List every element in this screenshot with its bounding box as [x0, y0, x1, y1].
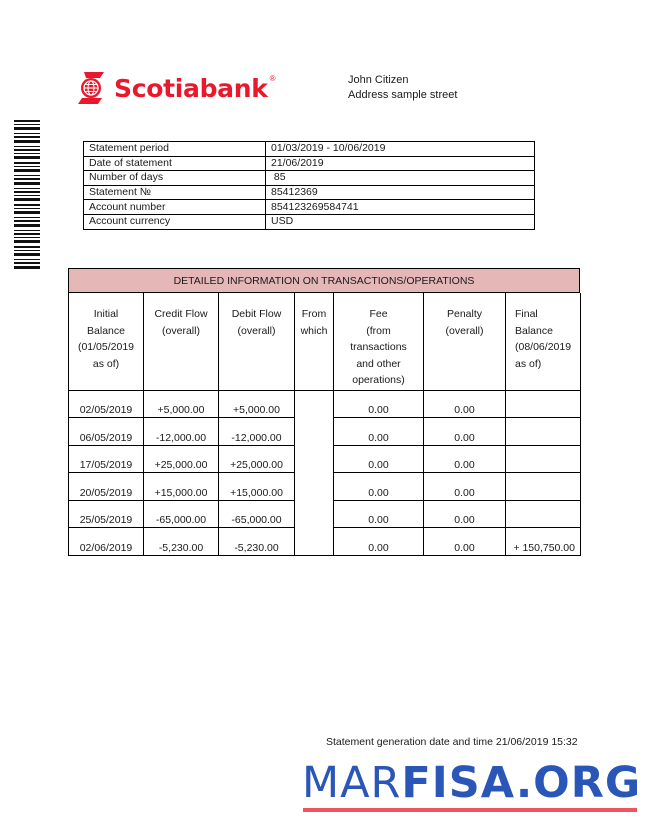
statement-summary-table — [83, 141, 535, 230]
bank-logo — [74, 70, 276, 106]
registered-mark: ® — [269, 74, 276, 83]
cell-date: 25/05/2019 — [69, 500, 144, 528]
summary-label: Statement № — [84, 185, 266, 200]
cell-penalty: 0.00 — [424, 473, 506, 501]
transactions-section — [68, 268, 580, 556]
customer-address: Address sample street — [348, 89, 458, 101]
header-line: Final — [515, 308, 538, 320]
scotiabank-globe-icon — [74, 70, 108, 106]
col-penalty — [424, 293, 506, 390]
cell-penalty: 0.00 — [424, 528, 506, 556]
cell-debit: +5,000.00 — [219, 390, 295, 418]
summary-value: 854123269584741 — [266, 200, 535, 215]
header-line: (08/06/2019 — [515, 341, 572, 353]
header-line: (overall) — [237, 324, 276, 337]
header-line: Penalty — [446, 308, 483, 320]
header-line: From — [301, 308, 327, 320]
cell-credit: +15,000.00 — [144, 473, 219, 501]
cell-debit: -5,230.00 — [219, 528, 295, 556]
cell-final — [506, 390, 581, 418]
header-line: (from — [366, 324, 391, 337]
watermark-logo — [302, 758, 641, 808]
header-line: Fee — [369, 308, 388, 320]
col-final-balance — [506, 293, 581, 390]
transactions-header-row — [69, 293, 581, 390]
cell-penalty: 0.00 — [424, 445, 506, 473]
summary-row — [84, 156, 535, 171]
header-line: as of) — [92, 357, 120, 370]
cell-fee: 0.00 — [334, 390, 424, 418]
summary-value: 21/06/2019 — [266, 156, 535, 171]
header-line: (overall) — [162, 324, 200, 337]
cell-penalty: 0.00 — [424, 390, 506, 418]
summary-value: 01/03/2019 - 10/06/2019 — [266, 142, 535, 157]
summary-row — [84, 200, 535, 215]
generation-timestamp: Statement generation date and time 21/06/2019 15:32 — [326, 736, 578, 748]
cell-final: + 150,750.00 — [506, 528, 581, 556]
cell-fee: 0.00 — [334, 500, 424, 528]
col-initial-balance — [69, 293, 144, 390]
cell-date: 02/05/2019 — [69, 390, 144, 418]
bank-name: Scotiabank — [114, 73, 268, 103]
cell-credit: -65,000.00 — [144, 500, 219, 528]
barcode — [14, 120, 40, 270]
cell-date: 06/05/2019 — [69, 418, 144, 446]
col-debit-flow — [219, 293, 295, 390]
summary-value: 85 — [266, 171, 535, 186]
transaction-row — [69, 473, 581, 501]
cell-debit: -12,000.00 — [219, 418, 295, 446]
cell-from-which — [295, 528, 334, 556]
transactions-table — [68, 293, 581, 556]
cell-date: 17/05/2019 — [69, 445, 144, 473]
col-fee — [334, 293, 424, 390]
summary-label: Number of days — [84, 171, 266, 186]
col-from-which — [295, 293, 334, 390]
cell-fee: 0.00 — [334, 473, 424, 501]
cell-penalty: 0.00 — [424, 418, 506, 446]
transaction-row — [69, 390, 581, 418]
cell-credit: +25,000.00 — [144, 445, 219, 473]
transaction-row — [69, 445, 581, 473]
cell-credit: -5,230.00 — [144, 528, 219, 556]
summary-label: Account currency — [84, 214, 266, 229]
summary-row — [84, 214, 535, 229]
cell-from-which — [295, 445, 334, 473]
cell-final — [506, 473, 581, 501]
customer-name: John Citizen — [348, 74, 409, 86]
header-line: Credit Flow — [154, 308, 208, 320]
header-line: transactions — [350, 341, 407, 353]
watermark-bold: FISA.ORG — [401, 758, 642, 808]
col-credit-flow — [144, 293, 219, 390]
cell-credit: -12,000.00 — [144, 418, 219, 446]
transaction-row — [69, 418, 581, 446]
cell-date: 20/05/2019 — [69, 473, 144, 501]
cell-fee: 0.00 — [334, 445, 424, 473]
cell-from-which — [295, 473, 334, 501]
cell-from-which — [295, 418, 334, 446]
cell-final — [506, 500, 581, 528]
header-line: Initial — [93, 308, 119, 320]
transaction-row — [69, 500, 581, 528]
summary-label: Account number — [84, 200, 266, 215]
customer-address-block — [348, 73, 457, 103]
cell-from-which — [295, 390, 334, 418]
cell-credit: +5,000.00 — [144, 390, 219, 418]
header-line: Balance — [87, 324, 125, 337]
summary-row — [84, 142, 535, 157]
transaction-row — [69, 528, 581, 556]
header-line: operations) — [352, 374, 405, 386]
summary-row — [84, 171, 535, 186]
watermark-thin: MAR — [302, 758, 402, 808]
cell-final — [506, 418, 581, 446]
header-line: and other — [356, 357, 401, 370]
cell-from-which — [295, 500, 334, 528]
cell-debit: -65,000.00 — [219, 500, 295, 528]
cell-debit: +25,000.00 — [219, 445, 295, 473]
cell-fee: 0.00 — [334, 418, 424, 446]
cell-fee: 0.00 — [334, 528, 424, 556]
header-line: Balance — [515, 324, 553, 337]
cell-final — [506, 445, 581, 473]
transactions-title: DETAILED INFORMATION ON TRANSACTIONS/OPERATIONS — [68, 268, 580, 293]
header-line: (overall) — [445, 324, 484, 337]
summary-value: USD — [266, 214, 535, 229]
header-line: Debit Flow — [231, 308, 282, 320]
cell-date: 02/06/2019 — [69, 528, 144, 556]
header-line: (01/05/2019 — [77, 341, 135, 353]
summary-label: Date of statement — [84, 156, 266, 171]
header-line: which — [300, 324, 328, 337]
summary-label: Statement period — [84, 142, 266, 157]
watermark-underline — [303, 808, 637, 812]
cell-penalty: 0.00 — [424, 500, 506, 528]
summary-value: 85412369 — [266, 185, 535, 200]
cell-debit: +15,000.00 — [219, 473, 295, 501]
summary-row — [84, 185, 535, 200]
header-line: as of) — [515, 357, 542, 370]
